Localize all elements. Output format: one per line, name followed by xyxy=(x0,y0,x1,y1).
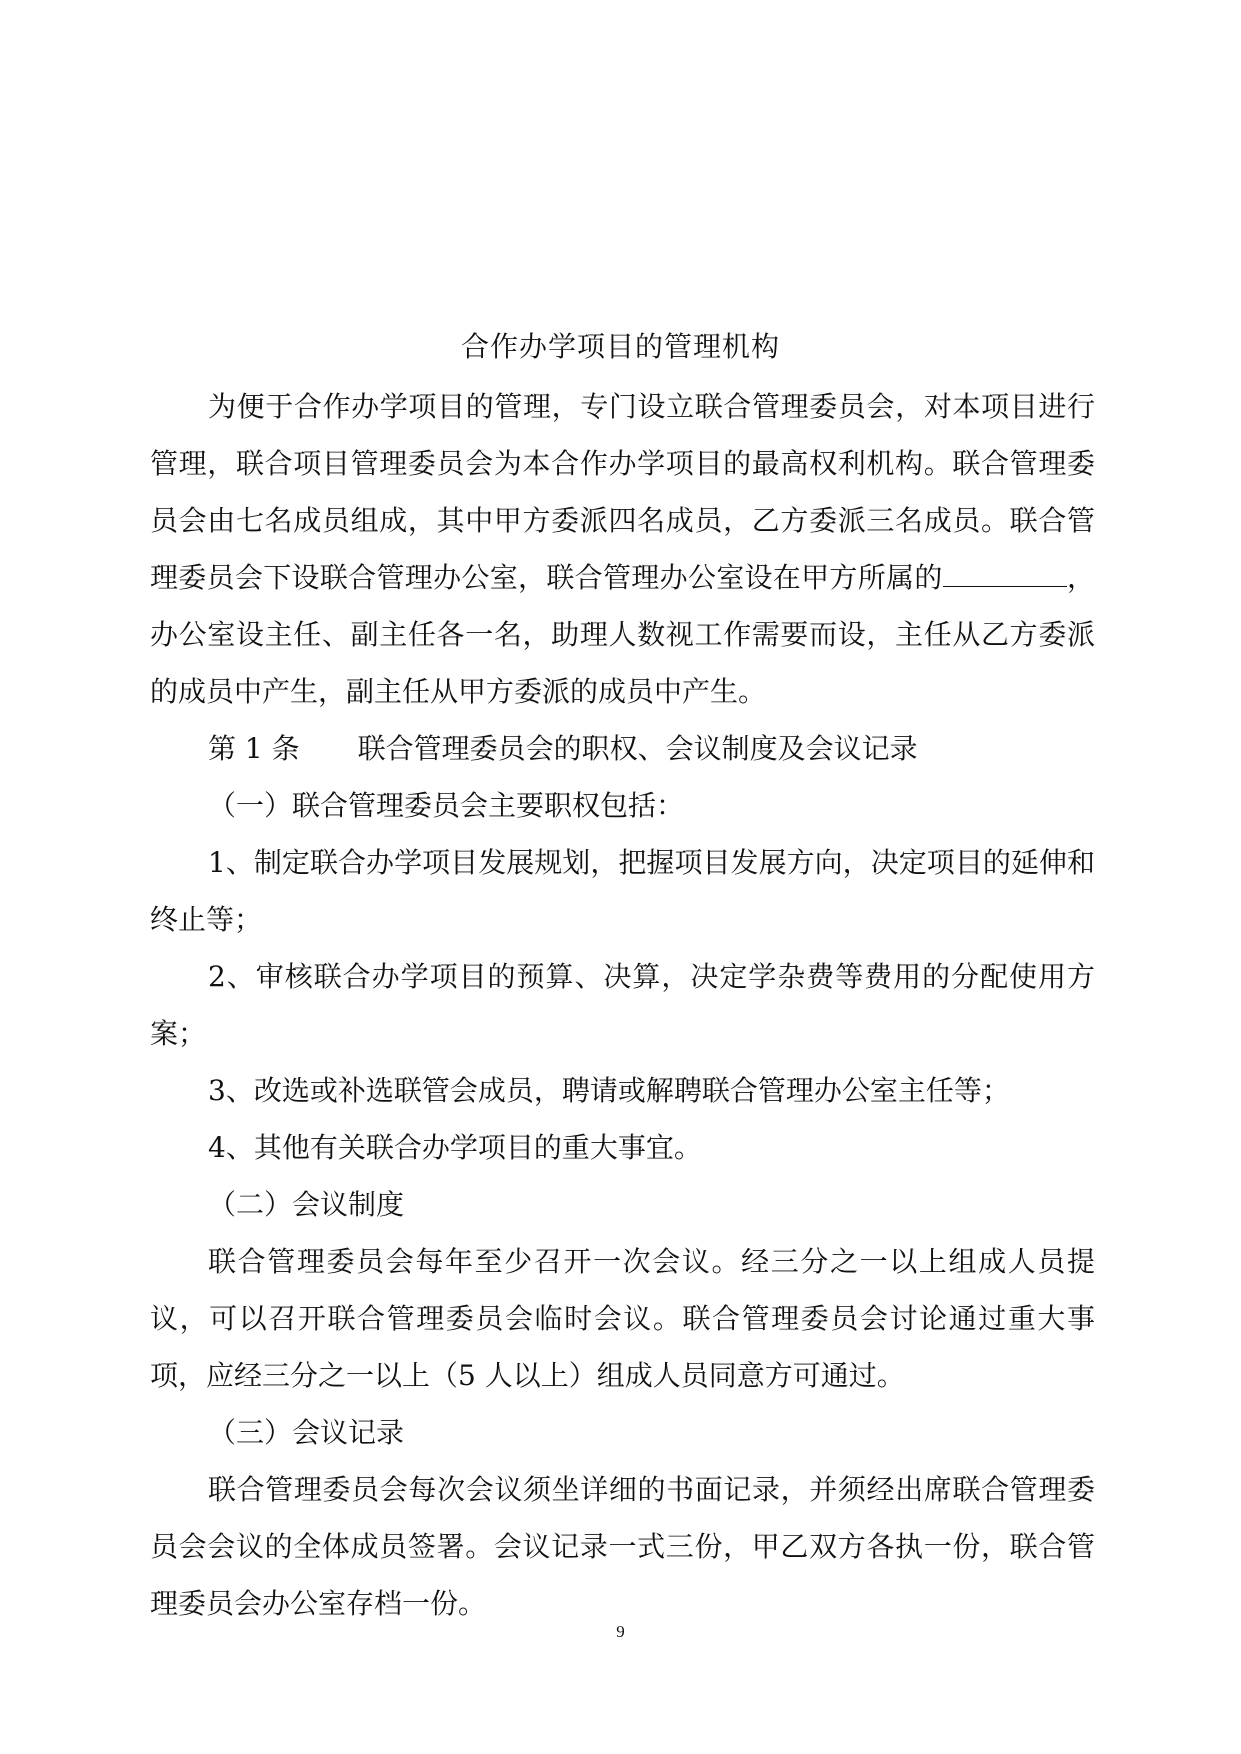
document-title: 合作办学项目的管理机构 xyxy=(460,330,780,363)
section3-heading: （三）会议记录 xyxy=(208,1416,405,1449)
section3-paragraph: 联合管理委员会每次会议须坐详细的书面记录，并须经出席联合管理委员会会议的全体成员签署。会议记录一式三份，甲乙双方各执一份，联合管理委员会办公室存档一份。 xyxy=(150,1473,1095,1620)
section1-heading: （一）联合管理委员会主要职权包括： xyxy=(208,789,685,822)
list-item: 2、审核联合办学项目的预算、决算，决定学杂费等费用的分配使用方案； xyxy=(150,960,1095,1050)
article-number: 第 1 条 xyxy=(208,732,300,765)
section2-heading: （二）会议制度 xyxy=(208,1188,405,1221)
list-item: 1、制定联合办学项目发展规划，把握项目发展方向，决定项目的延伸和终止等； xyxy=(150,846,1095,936)
document-body xyxy=(150,378,1095,1632)
intro-text-before-blank: 为便于合作办学项目的管理，专门设立联合管理委员会，对本项目进行管理，联合项目管理委员会为本合作办学项目的最高权利机构。联合管理委员会由七名成员组成，其中甲方委派四名成员，乙方委派三名成员。联合管理委员会下设联合管理办公室，联合管理办公室设在甲方所属的 xyxy=(150,390,1095,594)
list-item: 4、其他有关联合办学项目的重大事宜。 xyxy=(208,1131,702,1164)
fill-in-blank-line xyxy=(943,560,1067,587)
page-number: 9 xyxy=(616,1622,625,1641)
article-title: 联合管理委员会的职权、会议制度及会议记录 xyxy=(357,732,918,765)
list-item: 3、改选或补选联管会成员，聘请或解聘联合管理办公室主任等； xyxy=(208,1074,1010,1107)
intro-text-after-blank: ，办公室设主任、副主任各一名，助理人数视工作需要而设，主任从乙方委派的成员中产生，副主任从甲方委派的成员中产生。 xyxy=(150,561,1095,708)
article-heading xyxy=(150,720,1095,777)
section2-paragraph: 联合管理委员会每年至少召开一次会议。经三分之一以上组成人员提议，可以召开联合管理委员会临时会议。联合管理委员会讨论通过重大事项，应经三分之一以上（5 人以上）组成人员同意方可通过。 xyxy=(150,1245,1095,1392)
intro-paragraph xyxy=(150,378,1095,720)
